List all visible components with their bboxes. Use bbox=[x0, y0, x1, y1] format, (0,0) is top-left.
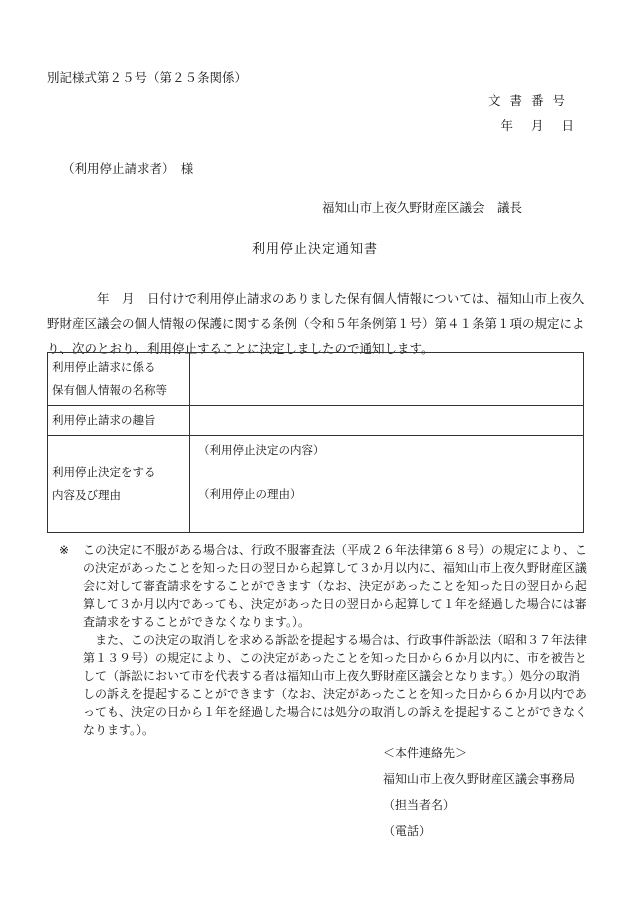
intro-text: 年 月 日付けで利用停止請求のありました保有個人情報については、福知山市上夜久野財産区議会の個人情報の保護に関する条例（令和５年条例第１号）第４１条第１項の規定により、次のとおり、利用停止することに決定しましたので通知します。 bbox=[47, 291, 585, 356]
contact-office: 福知山市上夜久野財産区議会事務局 bbox=[383, 772, 576, 786]
row3-value-cell bbox=[190, 436, 584, 533]
table-row bbox=[48, 406, 584, 436]
contact-phone: （電話） bbox=[383, 824, 432, 838]
form-number: 別記様式第２５号（第２５条関係） bbox=[47, 70, 248, 85]
sender: 福知山市上夜久野財産区議会 議長 bbox=[322, 200, 523, 215]
contact-person: （担当者名） bbox=[383, 798, 456, 812]
row1-label-line1: 利用停止請求に係る bbox=[52, 360, 156, 374]
row-label-cell bbox=[48, 353, 190, 406]
row2-label: 利用停止請求の趣旨 bbox=[48, 406, 190, 436]
note-lawsuit-text: また、この決定の取消しを求める訴訟を提起する場合は、行政事件訴訟法（昭和３７年法律第１３９号）の規定により、この決定があったことを知った日から６か月以内に、市を被告として（訴訟において市を代表する者は福知山市上夜久野財産区議会となります。）処分の取消しの訴えを提起することができます（なお、決定があったことを知った日から６か月以内であっても、決定の日から１年を経過した場合には処分の取消しの訴えを提起することができなくなります。）。 bbox=[83, 633, 588, 737]
row3-content-reason: （利用停止の理由） bbox=[198, 487, 302, 501]
table-row bbox=[48, 353, 584, 406]
row3-content-decision: （利用停止決定の内容） bbox=[198, 443, 325, 457]
contact-block bbox=[383, 740, 575, 844]
info-table bbox=[47, 352, 584, 533]
document-date-label: 年 月 日 bbox=[500, 118, 574, 133]
note-appeal-text: この決定に不服がある場合は、行政不服審査法（平成２６年法律第６８号）の規定により、この決定があったことを知った日の翌日から起算して３か月以内に、福知山市上夜久野財産区議会に対して審査請求をすることができます（なお、決定があったことを知った日の翌日から起算して３か月以内であっても、決定があった日の翌日から起算して１年を経過した場合には審査請求をすることができなくなります。）。 bbox=[83, 543, 588, 629]
table-row bbox=[48, 436, 584, 533]
note-appeal bbox=[47, 541, 587, 631]
row1-label-line2: 保有個人情報の名称等 bbox=[52, 383, 167, 397]
row3-label-line2: 内容及び理由 bbox=[52, 488, 121, 502]
document-number-label: 文書番号 bbox=[487, 93, 574, 108]
row-label-cell bbox=[48, 436, 190, 533]
intro-paragraph bbox=[47, 286, 587, 361]
contact-heading: ＜本件連絡先＞ bbox=[383, 746, 468, 760]
row2-value-cell bbox=[190, 406, 584, 436]
document-title: 利用停止決定通知書 bbox=[251, 242, 378, 257]
row1-value-cell bbox=[190, 353, 584, 406]
note-mark: ※ bbox=[59, 543, 70, 557]
addressee: （利用停止請求者） 様 bbox=[62, 161, 194, 176]
notes-section bbox=[47, 541, 587, 739]
row3-label-line1: 利用停止決定をする bbox=[52, 465, 156, 479]
